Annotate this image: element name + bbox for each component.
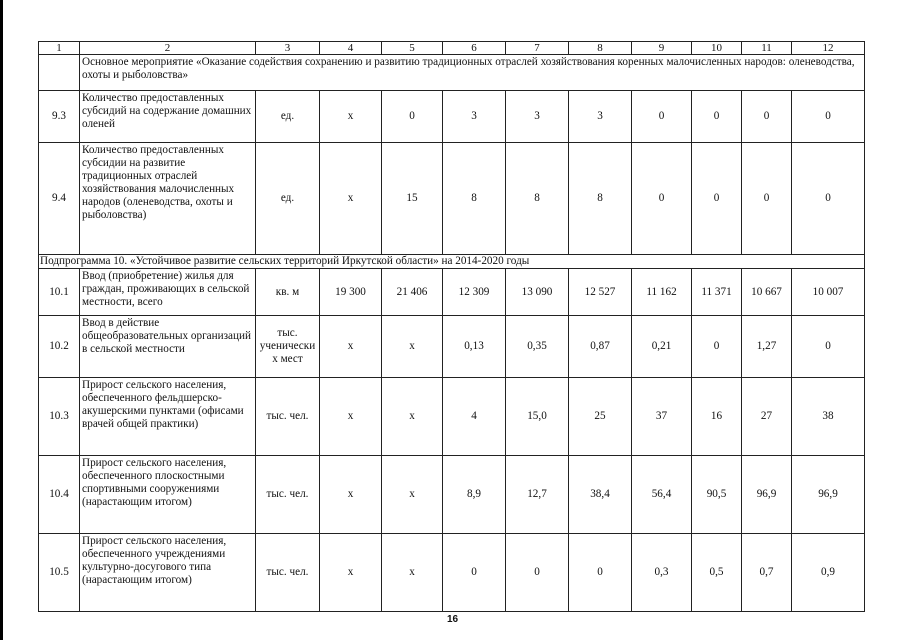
value-cell: 1,27 [742,316,792,378]
table-row [39,269,865,316]
column-header-cell: 3 [256,42,320,55]
row-number-cell: 10.1 [39,269,80,316]
unit-cell: ед. [256,143,320,255]
column-header-cell: 6 [443,42,506,55]
value-cell: x [382,534,443,612]
section-num-cell [39,55,80,91]
value-cell: x [320,316,382,378]
value-cell: 0 [692,316,742,378]
row-number-cell: 10.2 [39,316,80,378]
table-row [39,316,865,378]
row-number-cell: 9.3 [39,91,80,143]
value-cell: 16 [692,378,742,456]
value-cell: 96,9 [792,456,865,534]
row-number-cell: 10.4 [39,456,80,534]
value-cell: x [382,456,443,534]
value-cell: 0 [632,143,692,255]
table-body [39,42,865,612]
value-cell: 3 [569,91,632,143]
value-cell: 11 371 [692,269,742,316]
value-cell: 0 [569,534,632,612]
row-number-cell: 10.5 [39,534,80,612]
value-cell: 37 [632,378,692,456]
value-cell: 0 [692,143,742,255]
value-cell: 10 007 [792,269,865,316]
value-cell: 8,9 [443,456,506,534]
value-cell: 8 [506,143,569,255]
column-header-cell: 5 [382,42,443,55]
column-header-cell: 9 [632,42,692,55]
value-cell: 0,7 [742,534,792,612]
value-cell: x [382,316,443,378]
value-cell: 0,35 [506,316,569,378]
value-cell: 15 [382,143,443,255]
value-cell: 96,9 [742,456,792,534]
value-cell: 10 667 [742,269,792,316]
value-cell: 38,4 [569,456,632,534]
section-row-subprogram [39,255,865,269]
table-row [39,534,865,612]
table-row [39,143,865,255]
row-number-cell: 10.3 [39,378,80,456]
subprogram-title: Подпрограмма 10. «Устойчивое развитие сельских территорий Иркутской области» на 2014-2020 годы [39,255,865,269]
value-cell: 19 300 [320,269,382,316]
value-cell: x [320,456,382,534]
value-cell: 12 309 [443,269,506,316]
table-row [39,456,865,534]
value-cell: 0 [742,91,792,143]
row-number-cell: 9.4 [39,143,80,255]
indicator-name-cell: Ввод (приобретение) жилья для граждан, проживающих в сельской местности, всего [80,269,256,316]
value-cell: 0,5 [692,534,742,612]
column-header-cell: 8 [569,42,632,55]
unit-cell: ед. [256,91,320,143]
indicator-name-cell: Прирост сельского населения, обеспеченного фельдшерско-акушерскими пунктами (офисами врачей общей практики) [80,378,256,456]
value-cell: 0 [692,91,742,143]
value-cell: 0 [792,91,865,143]
unit-cell: тыс. чел. [256,456,320,534]
indicator-name-cell: Прирост сельского населения, обеспеченного учреждениями культурно-досугового типа (нарастающим итогом) [80,534,256,612]
page-edge-bar [0,0,3,640]
value-cell: 12 527 [569,269,632,316]
value-cell: 4 [443,378,506,456]
value-cell: 0 [792,316,865,378]
value-cell: 38 [792,378,865,456]
column-header-cell: 7 [506,42,569,55]
value-cell: 0 [443,534,506,612]
page-number: 16 [446,614,459,625]
value-cell: 0 [382,91,443,143]
value-cell: 11 162 [632,269,692,316]
value-cell: 8 [569,143,632,255]
column-header-cell: 10 [692,42,742,55]
value-cell: 0,3 [632,534,692,612]
value-cell: x [320,143,382,255]
section-main-activity: Основное мероприятие «Оказание содействия сохранению и развитию традиционных отраслей хозяйствования коренных малочисленных народов: оленеводства, охоты и рыболовства» [80,55,865,91]
value-cell: 21 406 [382,269,443,316]
indicators-table [38,41,865,612]
value-cell: 0 [506,534,569,612]
value-cell: 0 [742,143,792,255]
value-cell: 8 [443,143,506,255]
value-cell: x [320,91,382,143]
value-cell: 12,7 [506,456,569,534]
value-cell: 0,21 [632,316,692,378]
indicator-name-cell: Прирост сельского населения, обеспеченного плоскостными спортивными сооружениями (нарастающим итогом) [80,456,256,534]
value-cell: 13 090 [506,269,569,316]
section-row-main-activity [39,55,865,91]
unit-cell: тыс. ученически х мест [256,316,320,378]
column-number-row [39,42,865,55]
table-row [39,378,865,456]
table-row [39,91,865,143]
value-cell: 0 [792,143,865,255]
value-cell: 0,87 [569,316,632,378]
value-cell: 0 [632,91,692,143]
indicator-name-cell: Количество предоставленных субсидии на развитие традиционных отраслей хозяйствования малочисленных народов (оленеводства, охоты и рыболовства) [80,143,256,255]
indicator-name-cell: Количество предоставленных субсидий на содержание домашних оленей [80,91,256,143]
value-cell: 3 [443,91,506,143]
column-header-cell: 2 [80,42,256,55]
column-header-cell: 12 [792,42,865,55]
value-cell: 90,5 [692,456,742,534]
column-header-cell: 1 [39,42,80,55]
value-cell: x [320,534,382,612]
value-cell: 27 [742,378,792,456]
value-cell: x [320,378,382,456]
value-cell: x [382,378,443,456]
column-header-cell: 4 [320,42,382,55]
unit-cell: тыс. чел. [256,378,320,456]
value-cell: 56,4 [632,456,692,534]
unit-cell: кв. м [256,269,320,316]
value-cell: 15,0 [506,378,569,456]
value-cell: 3 [506,91,569,143]
value-cell: 0,9 [792,534,865,612]
value-cell: 0,13 [443,316,506,378]
indicator-name-cell: Ввод в действие общеобразовательных организаций в сельской местности [80,316,256,378]
unit-cell: тыс. чел. [256,534,320,612]
column-header-cell: 11 [742,42,792,55]
value-cell: 25 [569,378,632,456]
